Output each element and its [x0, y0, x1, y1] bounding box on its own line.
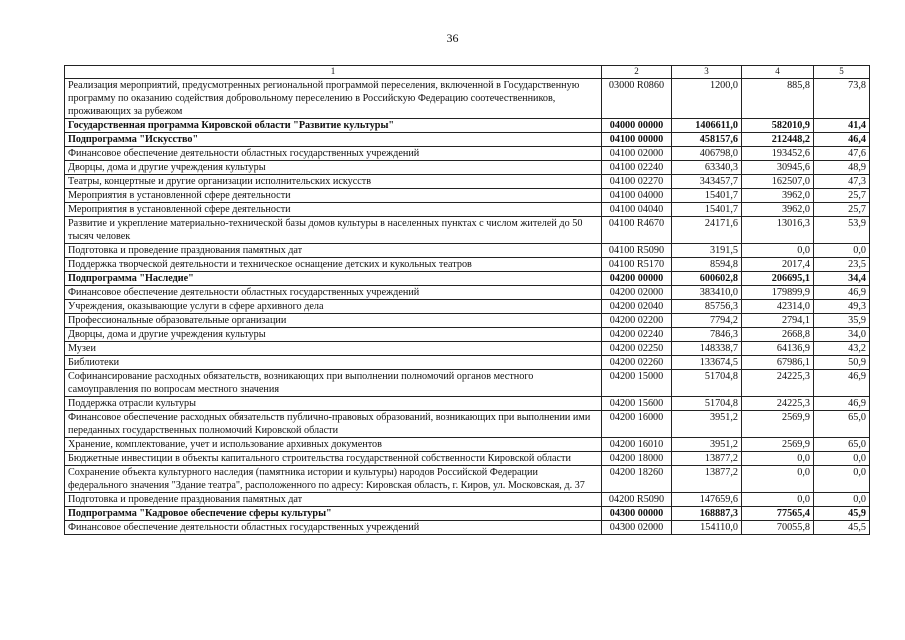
- row-name: Подпрограмма "Кадровое обеспечение сферы культуры": [65, 507, 602, 521]
- row-percent: 53,9: [814, 217, 870, 244]
- row-percent: 0,0: [814, 244, 870, 258]
- row-percent: 48,9: [814, 161, 870, 175]
- row-plan-amount: 458157,6: [672, 133, 742, 147]
- row-actual-amount: 2017,4: [742, 258, 814, 272]
- row-code: 04200 02260: [602, 356, 672, 370]
- row-plan-amount: 383410,0: [672, 286, 742, 300]
- row-code: 04000 00000: [602, 119, 672, 133]
- row-code: 04100 04040: [602, 203, 672, 217]
- row-code: 04200 15000: [602, 370, 672, 397]
- row-code: 04200 18260: [602, 466, 672, 493]
- row-actual-amount: 179899,9: [742, 286, 814, 300]
- row-actual-amount: 582010,9: [742, 119, 814, 133]
- row-code: 04200 02240: [602, 328, 672, 342]
- row-plan-amount: 147659,6: [672, 493, 742, 507]
- row-actual-amount: 3962,0: [742, 189, 814, 203]
- row-actual-amount: 0,0: [742, 244, 814, 258]
- row-code: 04100 02270: [602, 175, 672, 189]
- column-number: 1: [65, 66, 602, 79]
- row-percent: 65,0: [814, 438, 870, 452]
- row-name: Хранение, комплектование, учет и использование архивных документов: [65, 438, 602, 452]
- row-actual-amount: 2794,1: [742, 314, 814, 328]
- row-percent: 43,2: [814, 342, 870, 356]
- row-percent: 46,9: [814, 286, 870, 300]
- table-row: [65, 217, 870, 244]
- column-number: 4: [742, 66, 814, 79]
- row-name: Реализация мероприятий, предусмотренных региональной программой переселения, включенной в Государственную программу по оказанию содействия добровольному переселению в Российскую Федерацию соотечественников, проживающих за рубежом: [65, 79, 602, 119]
- table-row: [65, 272, 870, 286]
- row-name: Развитие и укрепление материально-технической базы домов культуры в населенных пунктах с числом жителей до 50 тысяч человек: [65, 217, 602, 244]
- row-plan-amount: 15401,7: [672, 189, 742, 203]
- table-row: [65, 258, 870, 272]
- row-actual-amount: 193452,6: [742, 147, 814, 161]
- row-percent: 25,7: [814, 189, 870, 203]
- table-row: [65, 342, 870, 356]
- row-code: 04100 02000: [602, 147, 672, 161]
- row-code: 04200 02200: [602, 314, 672, 328]
- row-name: Государственная программа Кировской области "Развитие культуры": [65, 119, 602, 133]
- row-code: 04200 02000: [602, 286, 672, 300]
- table-row: [65, 314, 870, 328]
- row-plan-amount: 600602,8: [672, 272, 742, 286]
- row-actual-amount: 2569,9: [742, 438, 814, 452]
- row-actual-amount: 42314,0: [742, 300, 814, 314]
- row-name: Софинансирование расходных обязательств, возникающих при выполнении полномочий органов местного самоуправления по вопросам местного значения: [65, 370, 602, 397]
- row-percent: 0,0: [814, 452, 870, 466]
- row-code: 04100 02240: [602, 161, 672, 175]
- row-actual-amount: 64136,9: [742, 342, 814, 356]
- page-number: 36: [446, 31, 459, 45]
- row-percent: 65,0: [814, 411, 870, 438]
- row-name: Профессиональные образовательные организации: [65, 314, 602, 328]
- row-code: 03000 R0860: [602, 79, 672, 119]
- row-code: 04100 R5170: [602, 258, 672, 272]
- column-number: 5: [814, 66, 870, 79]
- table-row: [65, 286, 870, 300]
- row-percent: 34,4: [814, 272, 870, 286]
- table-row: [65, 203, 870, 217]
- row-actual-amount: 24225,3: [742, 397, 814, 411]
- row-percent: 45,5: [814, 521, 870, 535]
- row-code: 04100 R5090: [602, 244, 672, 258]
- row-name: Подготовка и проведение празднования памятных дат: [65, 493, 602, 507]
- row-name: Финансовое обеспечение деятельности областных государственных учреждений: [65, 147, 602, 161]
- table-row: [65, 452, 870, 466]
- table-row: [65, 79, 870, 119]
- table-row: [65, 411, 870, 438]
- row-actual-amount: 2668,8: [742, 328, 814, 342]
- table-row: [65, 466, 870, 493]
- row-plan-amount: 63340,3: [672, 161, 742, 175]
- row-code: 04300 02000: [602, 521, 672, 535]
- row-percent: 23,5: [814, 258, 870, 272]
- row-name: Подпрограмма "Искусство": [65, 133, 602, 147]
- row-plan-amount: 85756,3: [672, 300, 742, 314]
- row-plan-amount: 148338,7: [672, 342, 742, 356]
- row-plan-amount: 7846,3: [672, 328, 742, 342]
- row-code: 04200 R5090: [602, 493, 672, 507]
- row-actual-amount: 3962,0: [742, 203, 814, 217]
- table-row: [65, 328, 870, 342]
- row-percent: 45,9: [814, 507, 870, 521]
- row-percent: 35,9: [814, 314, 870, 328]
- row-code: 04200 15600: [602, 397, 672, 411]
- row-name: Бюджетные инвестиции в объекты капитального строительства государственной собственности Кировской области: [65, 452, 602, 466]
- row-plan-amount: 8594,8: [672, 258, 742, 272]
- row-plan-amount: 1406611,0: [672, 119, 742, 133]
- row-actual-amount: 70055,8: [742, 521, 814, 535]
- row-plan-amount: 51704,8: [672, 397, 742, 411]
- row-code: 04200 18000: [602, 452, 672, 466]
- table-row: [65, 438, 870, 452]
- row-code: 04100 04000: [602, 189, 672, 203]
- row-code: 04200 16000: [602, 411, 672, 438]
- row-percent: 25,7: [814, 203, 870, 217]
- table-row: [65, 521, 870, 535]
- column-number-row: [65, 66, 870, 79]
- row-name: Дворцы, дома и другие учреждения культуры: [65, 161, 602, 175]
- row-plan-amount: 343457,7: [672, 175, 742, 189]
- row-actual-amount: 77565,4: [742, 507, 814, 521]
- row-name: Финансовое обеспечение деятельности областных государственных учреждений: [65, 286, 602, 300]
- row-percent: 46,9: [814, 397, 870, 411]
- table-row: [65, 147, 870, 161]
- table-row: [65, 370, 870, 397]
- table-row: [65, 507, 870, 521]
- row-plan-amount: 168887,3: [672, 507, 742, 521]
- row-actual-amount: 30945,6: [742, 161, 814, 175]
- table-row: [65, 161, 870, 175]
- column-number: 3: [672, 66, 742, 79]
- row-code: 04100 R4670: [602, 217, 672, 244]
- row-plan-amount: 51704,8: [672, 370, 742, 397]
- row-name: Подготовка и проведение празднования памятных дат: [65, 244, 602, 258]
- table-row: [65, 189, 870, 203]
- row-name: Учреждения, оказывающие услуги в сфере архивного дела: [65, 300, 602, 314]
- row-actual-amount: 2569,9: [742, 411, 814, 438]
- row-percent: 49,3: [814, 300, 870, 314]
- row-plan-amount: 13877,2: [672, 452, 742, 466]
- row-plan-amount: 13877,2: [672, 466, 742, 493]
- row-plan-amount: 3191,5: [672, 244, 742, 258]
- row-plan-amount: 406798,0: [672, 147, 742, 161]
- row-percent: 0,0: [814, 493, 870, 507]
- row-actual-amount: 24225,3: [742, 370, 814, 397]
- row-plan-amount: 154110,0: [672, 521, 742, 535]
- row-percent: 50,9: [814, 356, 870, 370]
- row-name: Театры, концертные и другие организации исполнительских искусств: [65, 175, 602, 189]
- budget-table: [64, 65, 870, 535]
- row-name: Поддержка отрасли культуры: [65, 397, 602, 411]
- table-row: [65, 397, 870, 411]
- row-actual-amount: 162507,0: [742, 175, 814, 189]
- row-percent: 41,4: [814, 119, 870, 133]
- table-row: [65, 493, 870, 507]
- row-code: 04300 00000: [602, 507, 672, 521]
- row-actual-amount: 206695,1: [742, 272, 814, 286]
- row-plan-amount: 24171,6: [672, 217, 742, 244]
- row-code: 04200 02250: [602, 342, 672, 356]
- row-name: Финансовое обеспечение расходных обязательств публично-правовых образований, возникающих при выполнении ими переданных государственных полномочий Кировской области: [65, 411, 602, 438]
- row-plan-amount: 1200,0: [672, 79, 742, 119]
- row-code: 04200 00000: [602, 272, 672, 286]
- row-name: Финансовое обеспечение деятельности областных государственных учреждений: [65, 521, 602, 535]
- row-percent: 46,4: [814, 133, 870, 147]
- row-percent: 47,3: [814, 175, 870, 189]
- row-percent: 47,6: [814, 147, 870, 161]
- row-name: Дворцы, дома и другие учреждения культуры: [65, 328, 602, 342]
- row-name: Мероприятия в установленной сфере деятельности: [65, 189, 602, 203]
- row-name: Мероприятия в установленной сфере деятельности: [65, 203, 602, 217]
- row-name: Подпрограмма "Наследие": [65, 272, 602, 286]
- row-name: Сохранение объекта культурного наследия (памятника истории и культуры) народов Российской Федерации федерального значения "Здание театра", расположенного по адресу: Кировская область, г. Киров, ул. Московская, д. 37: [65, 466, 602, 493]
- row-plan-amount: 133674,5: [672, 356, 742, 370]
- row-percent: 73,8: [814, 79, 870, 119]
- row-actual-amount: 0,0: [742, 466, 814, 493]
- column-number: 2: [602, 66, 672, 79]
- row-percent: 46,9: [814, 370, 870, 397]
- row-actual-amount: 0,0: [742, 493, 814, 507]
- row-percent: 34,0: [814, 328, 870, 342]
- row-actual-amount: 0,0: [742, 452, 814, 466]
- row-code: 04200 02040: [602, 300, 672, 314]
- row-plan-amount: 7794,2: [672, 314, 742, 328]
- row-code: 04200 16010: [602, 438, 672, 452]
- table-row: [65, 356, 870, 370]
- row-code: 04100 00000: [602, 133, 672, 147]
- table-row: [65, 119, 870, 133]
- row-name: Музеи: [65, 342, 602, 356]
- table-row: [65, 133, 870, 147]
- row-plan-amount: 3951,2: [672, 411, 742, 438]
- row-actual-amount: 212448,2: [742, 133, 814, 147]
- row-percent: 0,0: [814, 466, 870, 493]
- table-row: [65, 244, 870, 258]
- row-name: Библиотеки: [65, 356, 602, 370]
- table-row: [65, 300, 870, 314]
- row-actual-amount: 13016,3: [742, 217, 814, 244]
- row-actual-amount: 67986,1: [742, 356, 814, 370]
- row-plan-amount: 3951,2: [672, 438, 742, 452]
- row-name: Поддержка творческой деятельности и техническое оснащение детских и кукольных театров: [65, 258, 602, 272]
- row-plan-amount: 15401,7: [672, 203, 742, 217]
- row-actual-amount: 885,8: [742, 79, 814, 119]
- table-row: [65, 175, 870, 189]
